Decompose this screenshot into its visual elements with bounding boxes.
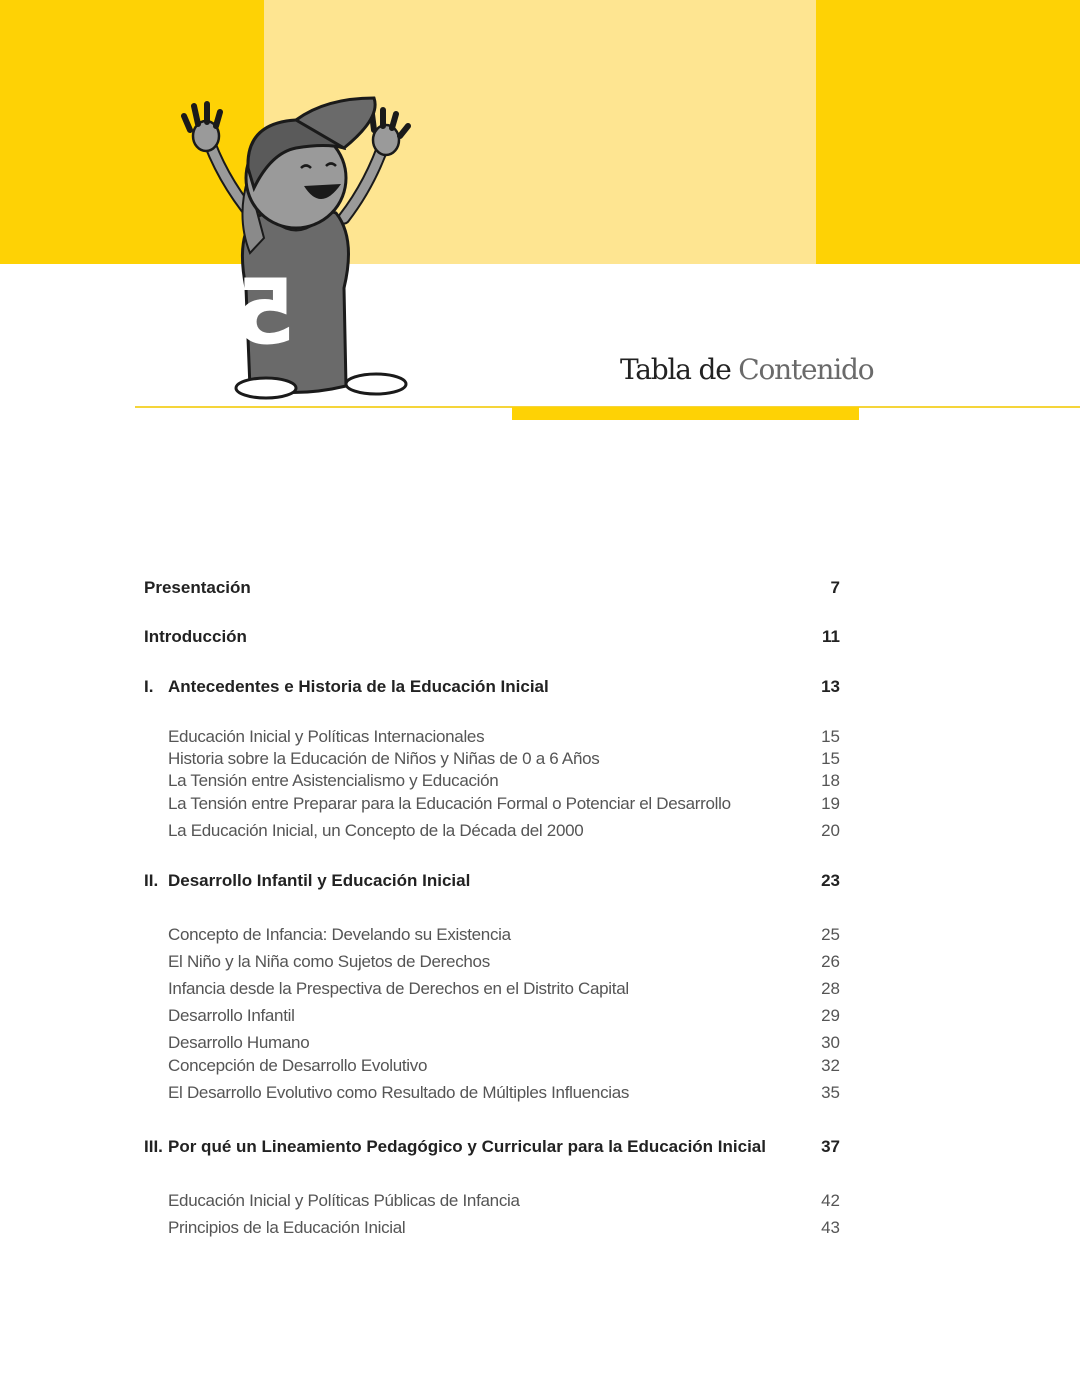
toc-entry-title bbox=[168, 950, 490, 974]
toc-entry-title bbox=[168, 1031, 309, 1055]
toc-subsection-entry[interactable] bbox=[144, 792, 844, 816]
toc-subsection-entry[interactable] bbox=[144, 1081, 844, 1105]
toc-section-number: II. bbox=[144, 871, 159, 890]
toc-subsection-entry[interactable] bbox=[144, 977, 844, 1001]
toc-page-number: 11 bbox=[822, 627, 840, 646]
toc-page-number: 43 bbox=[821, 1218, 840, 1237]
toc-section-entry[interactable] bbox=[144, 869, 844, 893]
toc-subsection-entry[interactable] bbox=[144, 725, 844, 749]
toc-entry-label: El Niño y la Niña como Sujetos de Derechos bbox=[168, 952, 490, 971]
toc-entry-label: Desarrollo Infantil bbox=[168, 1006, 295, 1025]
mascot-child-illustration bbox=[176, 88, 416, 408]
toc-entry-label: El Desarrollo Evolutivo como Resultado de Múltiples Influencias bbox=[168, 1083, 630, 1102]
toc-entry-title bbox=[144, 869, 470, 893]
toc-entry-label: Presentación bbox=[144, 578, 251, 597]
toc-entry-title bbox=[168, 1189, 520, 1213]
toc-entry-title bbox=[168, 1004, 295, 1028]
page-title-part1: Tabla de bbox=[620, 353, 731, 386]
toc-subsection-entry[interactable] bbox=[144, 1216, 844, 1240]
toc-entry-title bbox=[168, 923, 511, 947]
toc-page-number: 19 bbox=[821, 794, 840, 813]
toc-entry-label: Desarrollo Infantil y Educación Inicial bbox=[168, 871, 471, 890]
toc-page-number: 30 bbox=[821, 1033, 840, 1052]
toc-entry-title bbox=[144, 675, 549, 699]
toc-entry-title bbox=[144, 1135, 766, 1159]
toc-entry-label: Principios de la Educación Inicial bbox=[168, 1218, 406, 1237]
toc-entry-label: Historia sobre la Educación de Niños y Niñas de 0 a 6 Años bbox=[168, 749, 600, 768]
toc-page-number: 13 bbox=[821, 677, 840, 696]
toc-section-number: III. bbox=[144, 1137, 163, 1156]
toc-subsection-entry[interactable] bbox=[144, 950, 844, 974]
toc-section-entry[interactable] bbox=[144, 1135, 844, 1159]
toc-subsection-entry[interactable] bbox=[144, 923, 844, 947]
toc-entry-title bbox=[168, 1054, 427, 1078]
header-accent-bar bbox=[512, 407, 859, 420]
toc-subsection-entry[interactable] bbox=[144, 1031, 844, 1055]
toc-entry-label: Antecedentes e Historia de la Educación Inicial bbox=[168, 677, 549, 696]
toc-page-number: 26 bbox=[821, 952, 840, 971]
toc-section-entry[interactable] bbox=[144, 576, 844, 600]
toc-entry-label: La Educación Inicial, un Concepto de la Década del 2000 bbox=[168, 821, 584, 840]
toc-section-number: I. bbox=[144, 677, 154, 696]
toc-entry-title bbox=[144, 625, 247, 649]
toc-page-number: 29 bbox=[821, 1006, 840, 1025]
toc-entry-label: Educación Inicial y Políticas Públicas de Infancia bbox=[168, 1191, 520, 1210]
toc-section-entry[interactable] bbox=[144, 675, 844, 699]
toc-page-number: 32 bbox=[821, 1056, 840, 1075]
toc-entry-label: La Tensión entre Preparar para la Educación Formal o Potenciar el Desarrollo bbox=[168, 794, 731, 813]
toc-entry-label: Desarrollo Humano bbox=[168, 1033, 310, 1052]
toc-entry-label: Concepción de Desarrollo Evolutivo bbox=[168, 1056, 428, 1075]
toc-page-number: 20 bbox=[821, 821, 840, 840]
toc-entry-label: Concepto de Infancia: Develando su Existencia bbox=[168, 925, 511, 944]
toc-page-number: 7 bbox=[830, 578, 840, 597]
toc-subsection-entry[interactable] bbox=[144, 1004, 844, 1028]
toc-entry-label: La Tensión entre Asistencialismo y Educación bbox=[168, 771, 499, 790]
toc-page-number: 25 bbox=[821, 925, 840, 944]
toc-entry-title bbox=[168, 1216, 405, 1240]
toc-subsection-entry[interactable] bbox=[144, 769, 844, 793]
toc-page-number: 37 bbox=[821, 1137, 840, 1156]
toc-entry-title bbox=[168, 769, 498, 793]
toc-page-number: 23 bbox=[821, 871, 840, 890]
toc-page-number: 18 bbox=[821, 771, 840, 790]
page-title bbox=[620, 350, 873, 390]
toc-entry-label: Por qué un Lineamiento Pedagógico y Curricular para la Educación Inicial bbox=[168, 1137, 766, 1156]
toc-page-number: 15 bbox=[821, 749, 840, 768]
toc-page-number: 42 bbox=[821, 1191, 840, 1210]
toc-page-number: 28 bbox=[821, 979, 840, 998]
toc-entry-title bbox=[168, 725, 484, 749]
toc-subsection-entry[interactable] bbox=[144, 1189, 844, 1213]
toc-page-number: 35 bbox=[821, 1083, 840, 1102]
toc-entry-title bbox=[168, 1081, 629, 1105]
toc-subsection-entry[interactable] bbox=[144, 819, 844, 843]
toc-entry-label: Infancia desde la Prespectiva de Derechos en el Distrito Capital bbox=[168, 979, 629, 998]
page-title-part2: Contenido bbox=[738, 353, 874, 386]
toc-section-entry[interactable] bbox=[144, 625, 844, 649]
toc-entry-title bbox=[168, 819, 583, 843]
toc-subsection-entry[interactable] bbox=[144, 747, 844, 771]
toc-page-number: 15 bbox=[821, 727, 840, 746]
svg-text:5: 5 bbox=[233, 260, 296, 365]
toc-subsection-entry[interactable] bbox=[144, 1054, 844, 1078]
toc-entry-title bbox=[144, 576, 251, 600]
toc-entry-label: Introducción bbox=[144, 627, 247, 646]
toc-entry-title bbox=[168, 792, 731, 816]
toc-entry-title bbox=[168, 977, 629, 1001]
header-band-right bbox=[816, 0, 1080, 264]
toc-entry-label: Educación Inicial y Políticas Internacionales bbox=[168, 727, 485, 746]
toc-entry-title bbox=[168, 747, 599, 771]
